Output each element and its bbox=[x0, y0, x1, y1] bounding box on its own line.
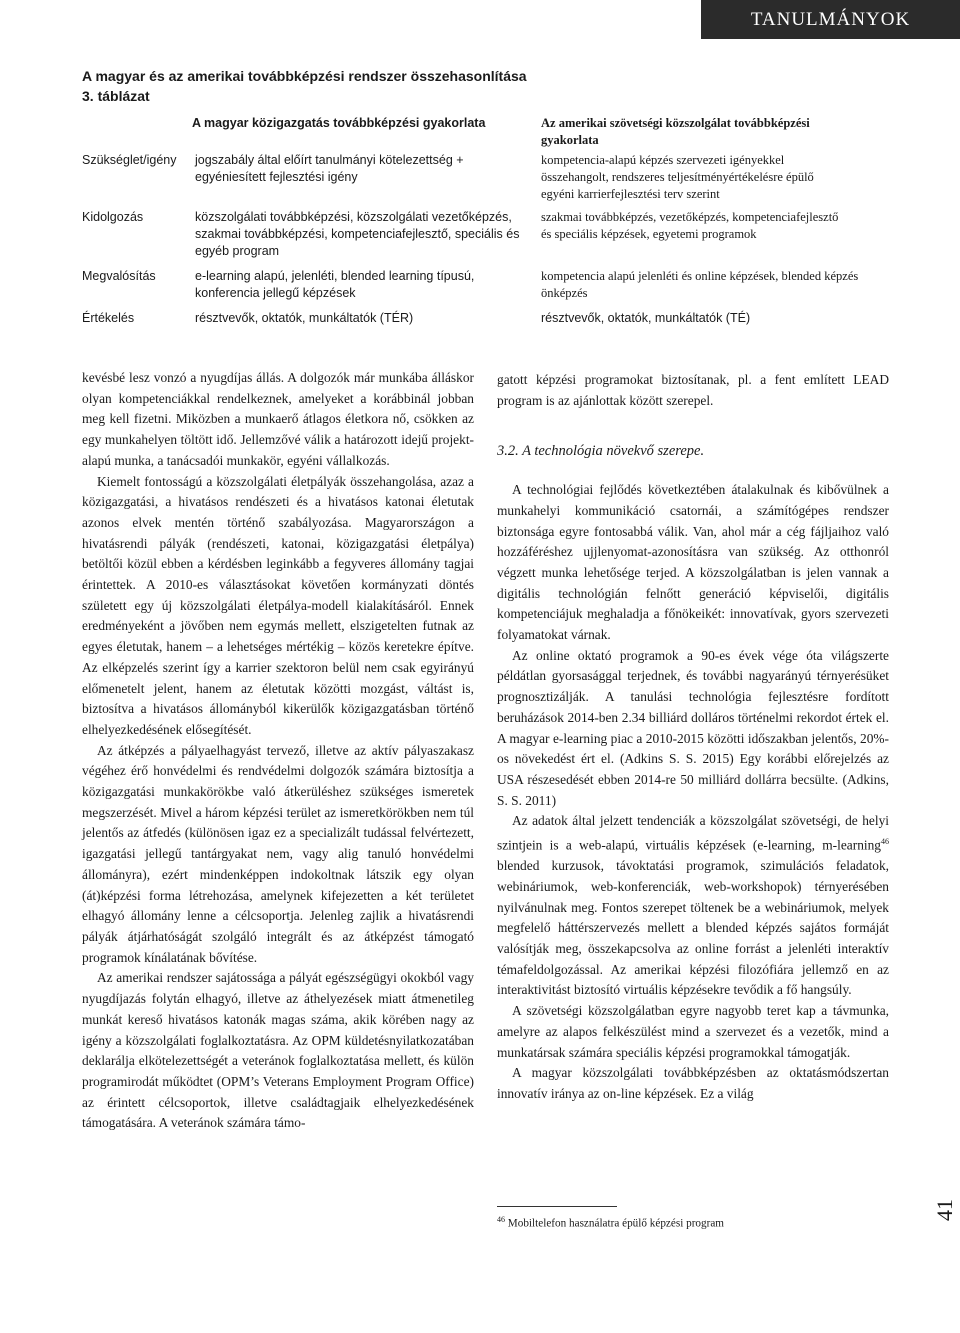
right-column bbox=[497, 370, 889, 1105]
body-paragraph: A technológiai fejlődés következtében átalakulnak és kibővülnek a munkahelyi kommunikáció csatornái, a számítógépes rendszer biztonsága egyre fontosabbá válik. Van, ahol már a cég fájljaihoz való hozzáféréshez ujjlenyomat-azonosításra van szükség. Az otthonról végzett munka lehetősége terjed. A közszolgálatban is jelen vannak a digitális technológián felnőtt generáció képviselői, digitális kompetenciájuk meghaladja a főnökeikét: innovatívak, gyors szervezeti folyamatokat várnak. bbox=[497, 482, 889, 643]
body-paragraph: Kiemelt fontosságú a közszolgálati életpályák összehangolása, azaz a közigazgatási, a hivatásos rendészeti és a hivatásos katonai életutak azonos elvek mentén történő szabályozása. Magyarországon a hivatásrendi pályák (rendészeti, katonai, közigazgatási életpálya) betöltői közül ebben a kérdésben leginkább a fegyveres állomány tagjai érintettek. A 2010-es választásokat követően kormányzati döntés született egy új közszolgálati életpálya-modell kialakításáról. Ennek eredményeként a jövőben nem egymás mellett, elszigetelten futnak az egyes életutak, hanem – a lehetséges mértékig – közös keretekre építve. Az elképzelés szerint így a karrier szektoron belül nem csak egyirányú előmenetelt jelent, hanem az életutak közötti mozgást, váltást is, biztosítva a hivatásos állományból kikerülők közigazgatásban történő elhelyezkedésének elősegítését. bbox=[82, 473, 474, 737]
row-us-cell: résztvevők, oktatók, munkáltatók (TÉ) bbox=[541, 311, 751, 325]
row-hu-cell: jogszabály által előírt tanulmányi kötelezettség + egyéniesített fejlesztési igény bbox=[195, 153, 464, 184]
row-us-cell: kompetencia alapú jelenléti és online képzések, blended képzés önképzés bbox=[541, 269, 859, 300]
table-title: A magyar és az amerikai továbbképzési rendszer összehasonlítása bbox=[82, 68, 527, 84]
footnote-text: Mobiltelefon használatra épülő képzési program bbox=[505, 1217, 725, 1230]
body-paragraph: A magyar közszolgálati továbbképzésben az oktatásmódszertan innovatív iránya az on-line képzések. Ez a világ bbox=[497, 1065, 889, 1101]
text-run: Az adatok által jelzett tendenciák a közszolgálat szövetségi, de helyi szintjein is a web-alapú, virtuális képzések (e-learning, m-learning bbox=[497, 813, 889, 853]
row-label: Kidolgozás bbox=[82, 210, 144, 224]
body-paragraph bbox=[497, 811, 889, 1001]
body-paragraph: Az amerikai rendszer sajátossága a pályát egészségügyi okokból vagy nyugdíjazás folytán elhagyó, illetve az áthelyezések miatt átmenetileg munkát kereső hivatásos katonák magas száma, akik körében nagy az igény a közszolgálati foglalkoztatásra. Az OPM küldetésnyilatkozatában deklarálja elkötelezettségét a veteránok foglalkoztatása mellett, és külön programirodát működtet (OPM’s Veterans Employment Program Office) az érintett célcsoportok, illetve családtagjaik elhelyezkedésének támogatására. A veteránok számára támo- bbox=[82, 970, 474, 1131]
footnote bbox=[497, 1212, 889, 1232]
footnote-divider bbox=[497, 1206, 617, 1207]
left-column bbox=[82, 368, 474, 1134]
page-number bbox=[930, 1180, 960, 1240]
row-hu-cell: e-learning alapú, jelenléti, blended learning típusú, konferencia jellegű képzések bbox=[195, 269, 475, 300]
section-tab: TANULMÁNYOK bbox=[701, 0, 960, 39]
body-paragraph: Az átképzés a pályaelhagyást tervező, illetve az aktív pályaszakasz végéhez érő honvédelmi és rendvédelmi dolgozók számára biztosítja a közigazgatási munkakörökbe való átkerüléshez szükséges ismeretek megszerzését. Mivel a három képzési terület az ismeretkörökben nem túl jelentős az átfedés (különösen igaz ez a specializált tudással felvértezett, igazgatási jellegű tantárgyakat nem, vagy alig tanuló honvédelmi állományra), ezért mindenképpen indokoltnak látszik egy olyan (át)képzési forma létrehozása, amelynek kifejezetten a két területet elhagyó állomány lenne a célcsoportja. Jelenleg zajlik a hivatásrendi pályák átjárhatóságát szolgáló integrált és az átképzést támogató programok kínálatának bővítése. bbox=[82, 742, 474, 965]
row-label: Értékelés bbox=[82, 311, 135, 325]
column-header-hu: A magyar közigazgatás továbbképzési gyakorlata bbox=[192, 116, 486, 130]
footnote-mark: 46 bbox=[497, 1215, 505, 1224]
row-label: Szükséglet/igény bbox=[82, 153, 177, 167]
table-number: 3. táblázat bbox=[82, 88, 150, 104]
footnote-reference[interactable]: 46 bbox=[881, 837, 889, 847]
page-number-text: 41 bbox=[932, 1199, 957, 1221]
column-header-us: Az amerikai szövetségi közszolgálat továbbképzési gyakorlata bbox=[541, 116, 810, 147]
row-us-cell: kompetencia-alapú képzés szervezeti igényekkel összehangolt, rendszeres teljesítményértékelésre épülő egyéni karrierfejlesztési terv szerint bbox=[541, 153, 814, 201]
body-paragraph: gatott képzési programokat biztosítanak, pl. a fent említett LEAD program is az ajánlottak között szerepel. bbox=[497, 372, 889, 408]
row-us-cell: szakmai továbbképzés, vezetőképzés, kompetenciafejlesztő és speciális képzések, egyetemi programok bbox=[541, 210, 839, 241]
body-paragraph: A szövetségi közszolgálatban egyre nagyobb teret kap a távmunka, amelyre az alapos felkészülést mind a szervezet és a vezetők, mind a munkatársak számára speciális képzési programokkal támogatják. bbox=[497, 1003, 889, 1060]
row-hu-cell: közszolgálati továbbképzési, közszolgálati vezetőképzés, szakmai továbbképzési, kompetenciafejlesztő, speciális és egyéb program bbox=[195, 210, 520, 258]
table-caption bbox=[82, 66, 642, 106]
row-label: Megvalósítás bbox=[82, 269, 156, 283]
body-paragraph: kevésbé lesz vonzó a nyugdíjas állás. A dolgozók már munkába álláskor olyan kompetenciákkal rendelkeznek, amelyeket a korábbinál jobban meg kell fizetni. Miközben a munkaerő átlagos életkora nő, csökken az egy munkahelyen töltött idő. Jellemzővé válik a határozott idejű projekt- alapú munka, a tanácsadói munkakör, egyéni vállalkozás. bbox=[82, 370, 474, 468]
subsection-heading: 3.2. A technológia növekvő szerepe. bbox=[497, 443, 705, 460]
text-run: blended kurzusok, távoktatási programok, szimulációs feladatok, webináriumok, web-konferenciák, web-workshopok) térnyerésében nyilvánulnak meg. Fontos szerepet töltenek be a webináriumok, melyek megfelelő háttérszervezés mellett a blended képzés sajátos formáját valósítják meg, összekapcsolva az online forrást a jelenléti interaktív témafeldolgozással. Az amerikai képzési filozófiára jellemző en az interaktivitást biztosító virtuális képzésekre tevődik a fő hangsúly. bbox=[497, 858, 889, 998]
body-paragraph: Az online oktató programok a 90-es évek vége óta világszerte példátlan gyorsasággal terjednek, és további nagyarányú térnyerésüket prognosztizálják. A tanulási technológia fejlesztésre fordított beruházások 2014-ben 2.34 billiárd dolláros történelmi rekordot értek el. A magyar e-learning piac a 2010-2015 közötti időszakban jelentős, 20%-os növekedést ért el. (Adkins S. S. 2015) Egy korábbi előrejelzés az USA részesedését ebben 2014-re 50 milliárd dollárra becsülte. (Adkins, S. S. 2011) bbox=[497, 647, 889, 808]
row-hu-cell: résztvevők, oktatók, munkáltatók (TÉR) bbox=[195, 311, 414, 325]
